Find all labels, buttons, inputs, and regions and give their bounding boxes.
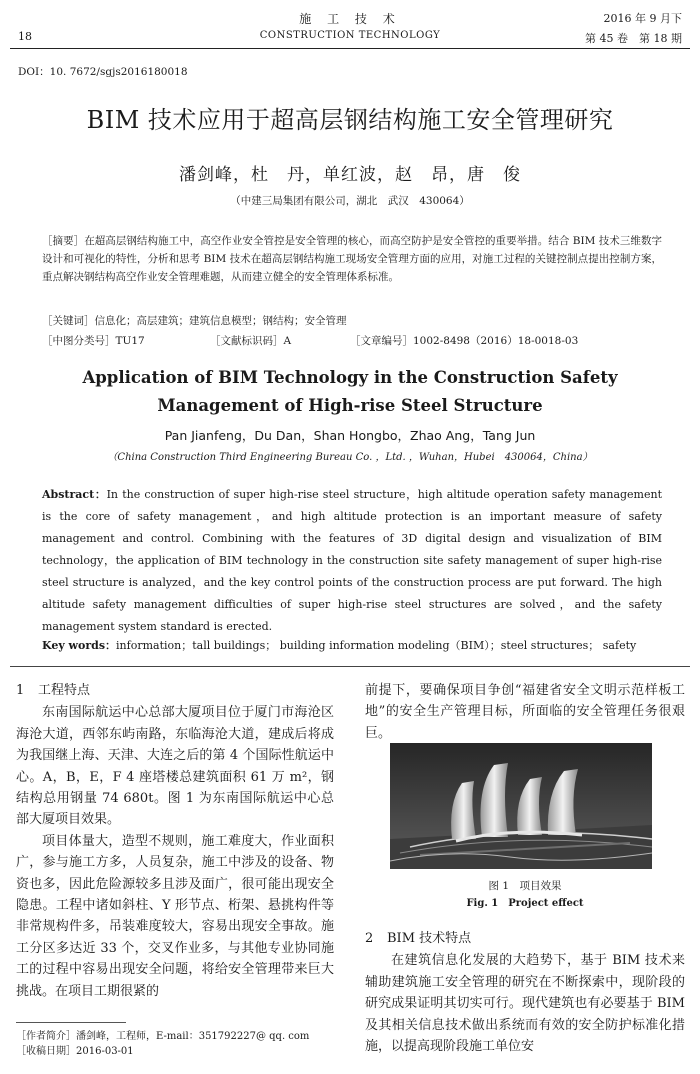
left-column (16, 680, 334, 1002)
section-2-para-1: 在建筑信息化发展的大趋势下，基于 BIM 技术来辅助建筑施工安全管理的研究在不断探索中，现阶段的研究成果证明其切实可行。现代建筑也有必要基于 BIM 及其相关信息技术做出系统而有效的安全防护标准化措施，以提高现阶段施工单位安 (365, 953, 685, 1055)
affiliation-cn: （中建三局集团有限公司，湖北 武汉 430064） (230, 195, 470, 207)
clc-code: ［中图分类号］TU17 (42, 335, 145, 347)
section-2 (365, 928, 685, 1057)
section-2-heading (365, 928, 685, 949)
right-column (365, 680, 685, 744)
authors-cn: 潘剑峰，杜 丹，单红波，赵 昂，唐 俊 (179, 165, 521, 185)
doi[interactable]: DOI：10. 7672/sgjs2016180018 (18, 66, 188, 78)
figure-caption-cn: 图 1 项目效果 (488, 880, 562, 892)
section-1-para-2: 项目体量大，造型不规则，施工难度大，作业面积广，参与施工方多，人员复杂，施工中涉及的设备、物资也多，因此危险源较多且涉及面广，很可能出现安全隐患。工程中诸如斜柱、Y 形节点、桁架、悬挑构件等非常规构件多，吊装难度较大，容易出现安全事故。施工分区多达近 33 个，交叉作业多，与其他专业协同施工的过程中容易出现安全问题，将给安全管理带来巨大挑战。在项目工期很紧的 (16, 833, 334, 999)
section-1-title: 工程特点 (38, 683, 91, 698)
right-column-para: 前提下，要确保项目争创“福建省安全文明示范样板工地”的安全生产管理目标，所面临的安全管理任务很艰巨。 (365, 683, 685, 741)
author-intro-footnote: ［作者简介］潘剑峰，工程师，E-mail：351792227@ qq. com (16, 1031, 310, 1042)
keywords-en (42, 637, 662, 653)
footnote-divider (16, 1022, 126, 1023)
abstract-cn: ［摘要］在超高层钢结构施工中，高空作业安全管控是安全管理的核心，而高空防护是安全管控的重要举措。结合 BIM 技术三维数字设计和可视化的特性，分析和思考 BIM 技术在超高层钢结构施工现场安全管理方面的应用，对施工过程的关键控制点提出控制方案，重点解决钢结构高空作业安全管理难题，从而建立健全的安全管理体系标准。 (42, 235, 662, 283)
section-divider (10, 666, 690, 667)
paper-title-cn: BIM 技术应用于超高层钢结构施工安全管理研究 (86, 106, 614, 134)
abstract-en-label: Abstract： (42, 488, 107, 501)
paper-title-en-line2: Management of High-rise Steel Structure (157, 396, 543, 415)
header-divider (10, 48, 690, 49)
journal-name-en: CONSTRUCTION TECHNOLOGY (259, 30, 441, 41)
volume-issue: 第 45 卷 第 18 期 (585, 32, 682, 45)
figure-caption (365, 877, 685, 913)
abstract-en (42, 484, 662, 638)
keywords-en-label: Key words： (42, 639, 117, 652)
paper-title-en (0, 364, 700, 420)
section-2-number: 2 (365, 931, 374, 946)
project-rendering-image (390, 743, 652, 869)
authors-en: Pan Jianfeng，Du Dan，Shan Hongbo，Zhao Ang，Tang Jun (164, 428, 536, 443)
section-1-heading (16, 680, 334, 701)
affiliation-en: （China Construction Third Engineering Bureau Co. ，Ltd. ，Wuhan，Hubei 430064，China） (107, 452, 593, 463)
section-1-number: 1 (16, 683, 25, 698)
project-effect-figure (390, 743, 652, 869)
page-number: 18 (18, 30, 32, 43)
received-date-footnote: ［收稿日期］2016-03-01 (16, 1046, 134, 1057)
paper-title-en-line1: Application of BIM Technology in the Construction Safety (82, 368, 618, 387)
journal-name-cn: 施 工 技 术 (299, 12, 401, 26)
issue-date: 2016 年 9 月下 (603, 12, 682, 25)
section-1-para-1: 东南国际航运中心总部大厦项目位于厦门市海沧区海沧大道，西邻东屿南路，东临海沧大道，建成后将成为我国继上海、天津、大连之后的第 4 个国际性航运中心。A，B，E，F 4 座塔楼总建筑面积 61 万 m²，钢结构总用钢量 74 680t。图 1 为东南国际航运中心总部大厦项目效果。 (16, 705, 334, 828)
section-2-title: BIM 技术特点 (387, 931, 472, 946)
article-number: ［文章编号］1002-8498（2016）18-0018-03 (350, 335, 579, 347)
doc-code: ［文献标识码］A (210, 335, 292, 347)
classification-line (42, 332, 662, 350)
abstract-en-text: In the construction of super high-rise steel structure，high altitude operation safety management is the core of safety management，and high altitude protection is an important measure of safety management and control. Combining with the features of 3D digital design and visualization of BIM technology，the application of BIM technology in the construction site safety management of super high-rise steel structure is analyzed，and the key control points of the construction process are put forward. The high altitude safety management difficulties of super high-rise steel structures are solved，and the safety management system standard is erected. (42, 488, 662, 633)
keywords-cn: ［关键词］信息化；高层建筑；建筑信息模型；钢结构；安全管理 (42, 315, 347, 327)
figure-caption-en: Fig. 1 Project effect (466, 898, 584, 909)
keywords-en-text: information；tall buildings； building information modeling（BIM）；steel structures； safety (116, 639, 637, 652)
